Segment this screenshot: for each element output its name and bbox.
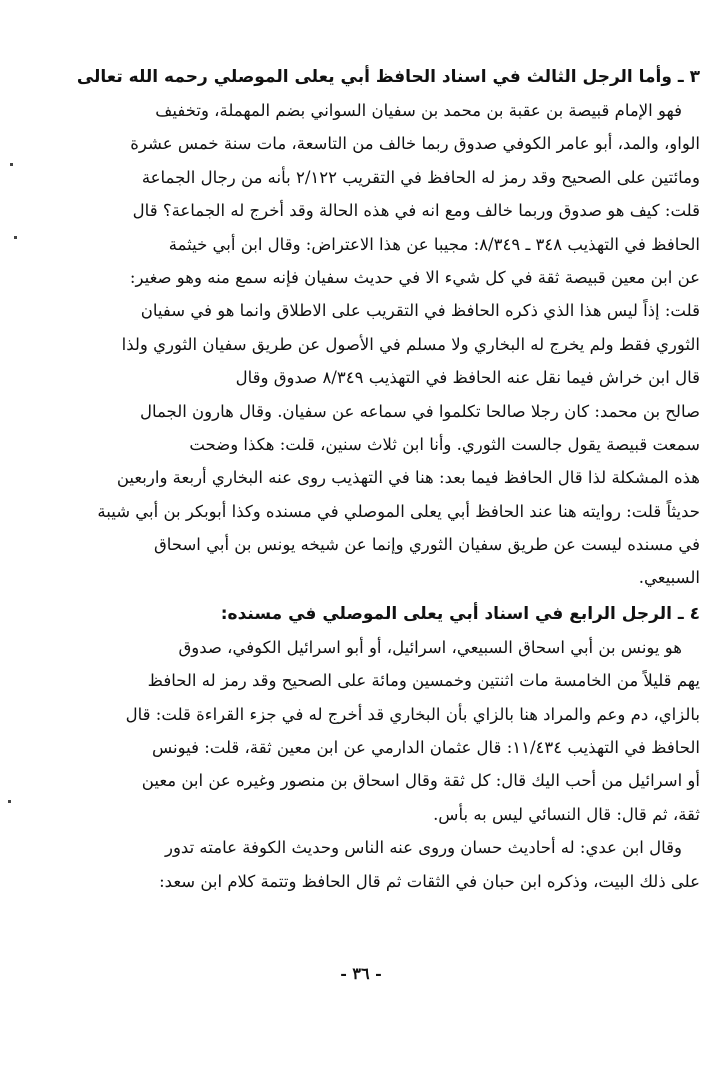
text-line: ثقة، ثم قال: قال النسائي ليس به بأس. xyxy=(433,804,700,824)
text-line: الحافظ في التهذيب ٣٤٨ ـ ٨/٣٤٩: مجيبا عن هذا الاعتراض: وقال ابن أبي خيثمة xyxy=(168,234,700,254)
text-line: عن ابن معين قبيصة ثقة في كل شيء الا في حديث سفيان فإنه سمع منه وهو صغير: xyxy=(129,267,700,287)
section-3-body xyxy=(60,94,700,595)
page-number: - ٣٦ - xyxy=(340,964,382,983)
scan-speck xyxy=(14,236,17,239)
text-line: صالح بن محمد: كان رجلا صالحا تكلموا في سماعه عن سفيان. وقال هارون الجمال xyxy=(139,401,700,421)
text-line: يهم قليلاً من الخامسة مات اثنتين وخمسين ومائة على الصحيح وقد رمز له الحافظ xyxy=(147,671,700,691)
section-3-heading: ٣ ـ وأما الرجل الثالث في اسناد الحافظ أبي يعلى الموصلي رحمه الله تعالى xyxy=(76,67,700,87)
section-4-heading: ٤ ـ الرجل الرابع في اسناد أبي يعلى الموصلي في مسنده: xyxy=(220,603,700,624)
document-page xyxy=(60,60,700,898)
text-line: أو اسرائيل من أحب اليك قال: كل ثقة وقال اسحاق بن منصور وغيره عن ابن معين xyxy=(141,771,700,791)
text-line: السبيعي. xyxy=(638,568,700,588)
scan-speck xyxy=(10,163,13,166)
text-line: الحافظ في التهذيب ١١/٤٣٤: قال عثمان الدارمي عن ابن معين ثقة، قلت: فيونس xyxy=(151,738,700,758)
text-line: الواو، والمد، أبو عامر الكوفي صدوق ربما خالف من التاسعة، مات سنة خمس عشرة xyxy=(130,134,700,154)
text-line: هذه المشكلة لذا قال الحافظ فيما بعد: هنا في التهذيب روى عنه البخاري أربعة واربعين xyxy=(116,468,700,488)
text-line: الثوري فقط ولم يخرج له البخاري ولا مسلم في الأصول عن طريق سفيان الثوري ولذا xyxy=(121,334,700,354)
text-line: حديثاً قلت: روايته هنا عند الحافظ أبي يعلى الموصلي في مسنده وكذا أبوبكر بن أبي شيبة xyxy=(97,501,700,521)
text-line: فهو الإمام قبيصة بن عقبة بن محمد بن سفيان السواني بضم المهملة، وتخفيف xyxy=(155,101,682,120)
text-line: هو يونس بن أبي اسحاق السبيعي، اسرائيل، أو أبو اسرائيل الكوفي، صدوق xyxy=(178,637,682,657)
text-line: قلت: إذاً ليس هذا الذي ذكره الحافظ في التقريب على الاطلاق وانما هو في سفيان xyxy=(140,301,700,321)
text-line: بالزاي، دم وعم والمراد هنا بالزاي بأن البخاري قد أخرج له في جزء القراءة قلت: قال xyxy=(125,704,700,724)
scan-speck xyxy=(8,800,11,803)
text-line: على ذلك البيت، وذكره ابن حبان في الثقات ثم قال الحافظ وتتمة كلام ابن سعد: xyxy=(159,871,700,891)
text-line: قلت: كيف هو صدوق وربما خالف ومع انه في هذه الحالة وقد أخرج له الجماعة؟ قال xyxy=(132,201,700,221)
section-4-body xyxy=(60,631,700,898)
text-line: قال ابن خراش فيما نقل عنه الحافظ في التهذيب ٨/٣٤٩ صدوق وقال xyxy=(235,368,700,388)
text-line: وقال ابن عدي: له أحاديث حسان وروى عنه الناس وحديث الكوفة عامته تدور xyxy=(165,838,682,858)
text-line: ومائتين على الصحيح وقد رمز له الحافظ في التقريب ٢/١٢٢ بأنه من رجال الجماعة xyxy=(141,167,700,187)
text-line: في مسنده ليست عن طريق سفيان الثوري وإنما عن شيخه يونس بن أبي اسحاق xyxy=(153,535,700,555)
text-line: سمعت قبيصة يقول جالست الثوري. وأنا ابن ثلاث سنين، قلت: هكذا وضحت xyxy=(189,434,700,454)
